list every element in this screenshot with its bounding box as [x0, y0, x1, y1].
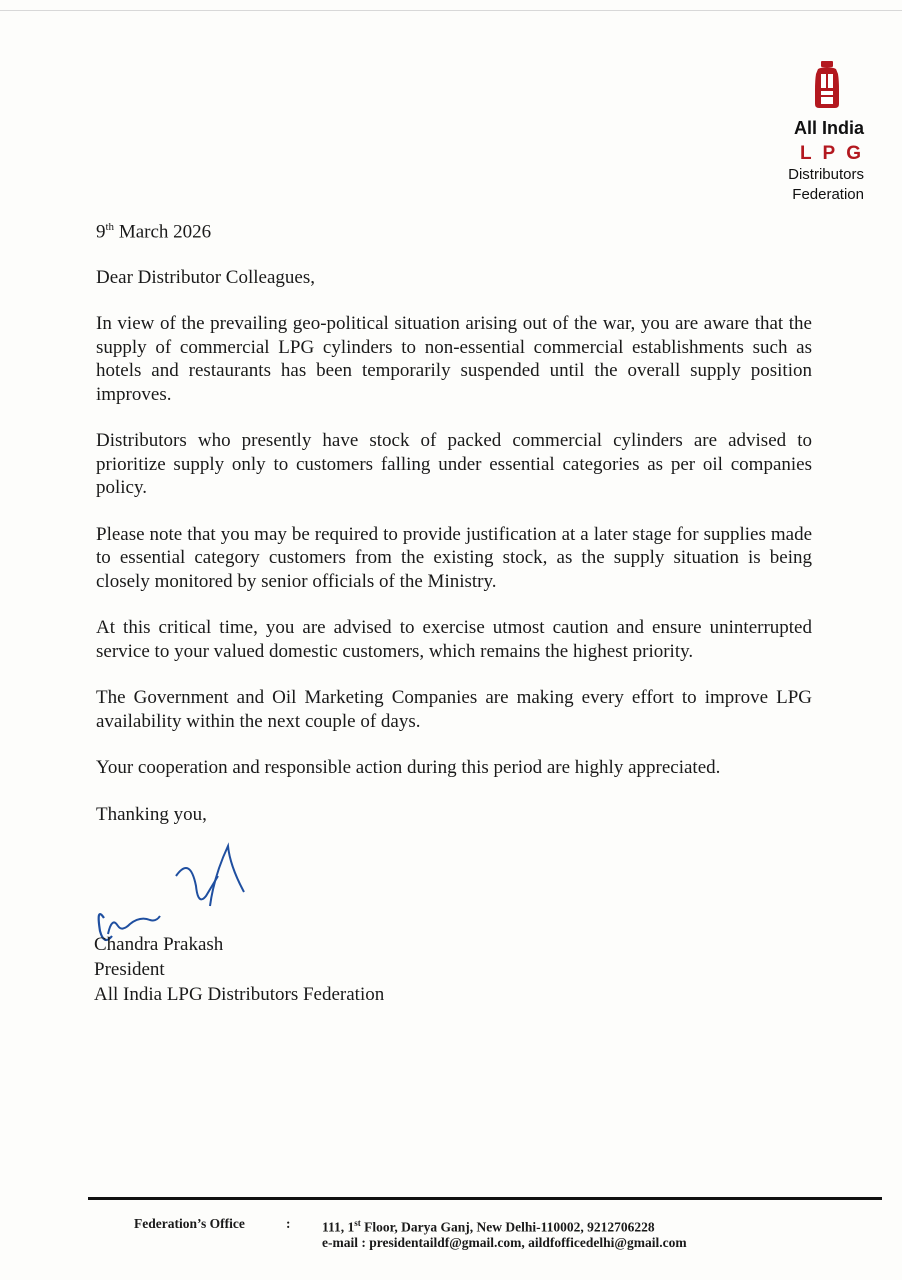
letter-body [96, 216, 812, 826]
page-edge-line [0, 10, 902, 11]
address-pre: 111, 1 [322, 1219, 355, 1235]
address-post: Floor, Darya Ganj, New Delhi-110002, 9212706228 [360, 1219, 655, 1235]
federation-logo [764, 60, 872, 205]
signatory-title: President [94, 959, 165, 980]
greeting: Dear Distributor Colleagues, [96, 266, 315, 288]
letter-date [96, 216, 812, 244]
logo-line-lpg: LPG [799, 143, 872, 164]
paragraph-caution: At this critical time, you are advised to exercise utmost caution and ensure uninterrupted service to your valued domestic customers, which remains the highest priority. [96, 617, 812, 662]
paragraph-appreciation: Your cooperation and responsible action during this period are highly appreciated. [96, 757, 721, 779]
signature-icon [0, 836, 260, 946]
footer-email: e-mail : presidentaildf@gmail.com, aildfofficedelhi@gmail.com [322, 1235, 687, 1250]
logo-line-distributors: Distributors [788, 166, 864, 183]
paragraph-supply-suspension: In view of the prevailing geo-political situation arising out of the war, you are aware that the supply of commercial LPG cylinders to non-essential commercial establishments such as hotels and restaurants has been temporarily suspended until the overall supply position improves. [96, 313, 812, 405]
date-day: 9 [96, 221, 106, 243]
signatory-organization: All India LPG Distributors Federation [94, 984, 385, 1005]
closing-line: Thanking you, [96, 803, 207, 825]
logo-line-federation: Federation [792, 186, 864, 203]
logo-line-all-india: All India [793, 118, 864, 138]
paragraph-government-effort: The Government and Oil Marketing Companies are making every effort to improve LPG availability within the next couple of days. [96, 687, 812, 732]
address-sup: st [354, 1218, 361, 1228]
paragraph-prioritize-supply: Distributors who presently have stock of packed commercial cylinders are advised to prioritize supply only to customers falling under essential categories as per oil companies policy. [96, 430, 812, 499]
signatory-name: Chandra Prakash [94, 934, 224, 955]
footer-office-label: Federation’s Office [134, 1216, 245, 1231]
footer-divider [88, 1197, 882, 1200]
paragraph-justification: Please note that you may be required to provide justification at a later stage for supplies made to essential category customers from the existing stock, as the supply situation is being closely monitored by senior officials of the Ministry. [96, 523, 812, 592]
footer-separator: : [286, 1216, 291, 1231]
date-suffix: th [105, 221, 115, 233]
gas-cylinder-icon [812, 60, 842, 110]
date-rest: March 2026 [114, 221, 212, 243]
signatory-block [94, 932, 384, 1007]
